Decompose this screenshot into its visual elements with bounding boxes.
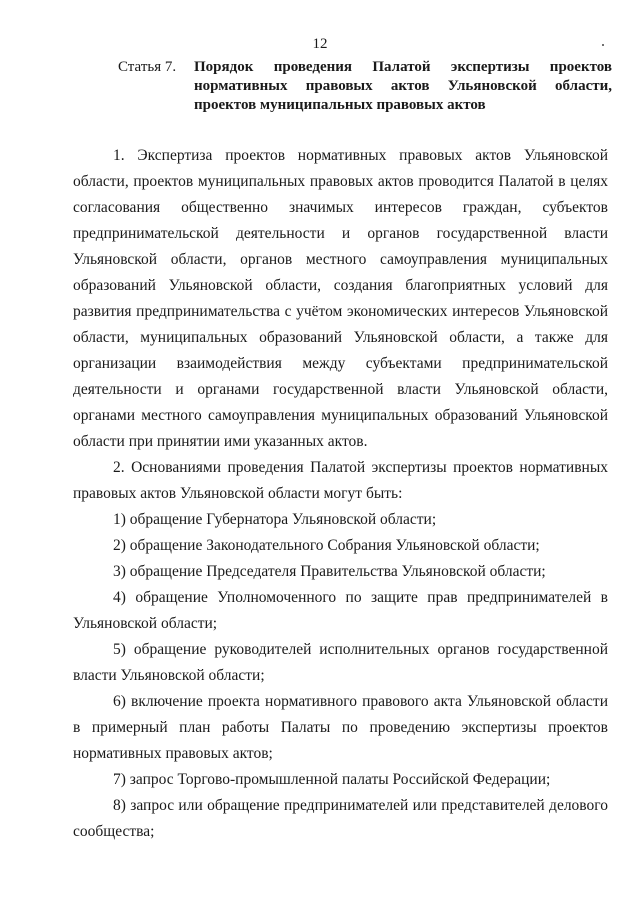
list-item: 1) обращение Губернатора Ульяновской области; (113, 511, 437, 528)
list-item: 3) обращение Председателя Правительства Ульяновской области; (113, 563, 546, 580)
paragraph-1: 1. Экспертиза проектов нормативных правовых актов Ульяновской области, проектов муниципальных правовых актов проводится Палатой в целях согласования общественно значимых интересов граждан, субъектов предпринимательской деятельности и органов государственной власти Ульяновской области, органов местного самоуправления муниципальных образований Ульяновской области, создания благоприятных условий для развития предпринимательства с учётом экономических интересов Ульяновской области, муниципальных образований Ульяновской области, а также для организации взаимодействия между субъектами предпринимательской деятельности и органами государственной власти Ульяновской области, органами местного самоуправления муниципальных образований Ульяновской области при принятии ими указанных актов. (73, 147, 608, 450)
list-item: 2) обращение Законодательного Собрания Ульяновской области; (113, 537, 540, 554)
list-item: 4) обращение Уполномоченного по защите прав предпринимателей в Ульяновской области; (73, 589, 608, 632)
article-label: Статья 7. (118, 59, 177, 75)
article-body (73, 143, 608, 845)
list-item: 7) запрос Торгово-промышленной палаты Российской Федерации; (113, 771, 551, 788)
scan-speck (602, 44, 604, 46)
article-title: Порядок проведения Палатой экспертизы проектов нормативных правовых актов Ульяновской области, проектов муниципальных правовых актов (194, 59, 612, 113)
list-item: 8) запрос или обращение предпринимателей или представителей делового сообщества; (73, 797, 608, 840)
page-number: 12 (312, 36, 328, 52)
list-item: 6) включение проекта нормативного правового акта Ульяновской области в примерный план работы Палаты по проведению экспертизы проектов нормативных правовых актов; (73, 693, 608, 762)
paragraph-2: 2. Основаниями проведения Палатой экспертизы проектов нормативных правовых актов Ульяновской области могут быть: (73, 459, 608, 502)
list-item: 5) обращение руководителей исполнительных органов государственной власти Ульяновской области; (73, 641, 608, 684)
